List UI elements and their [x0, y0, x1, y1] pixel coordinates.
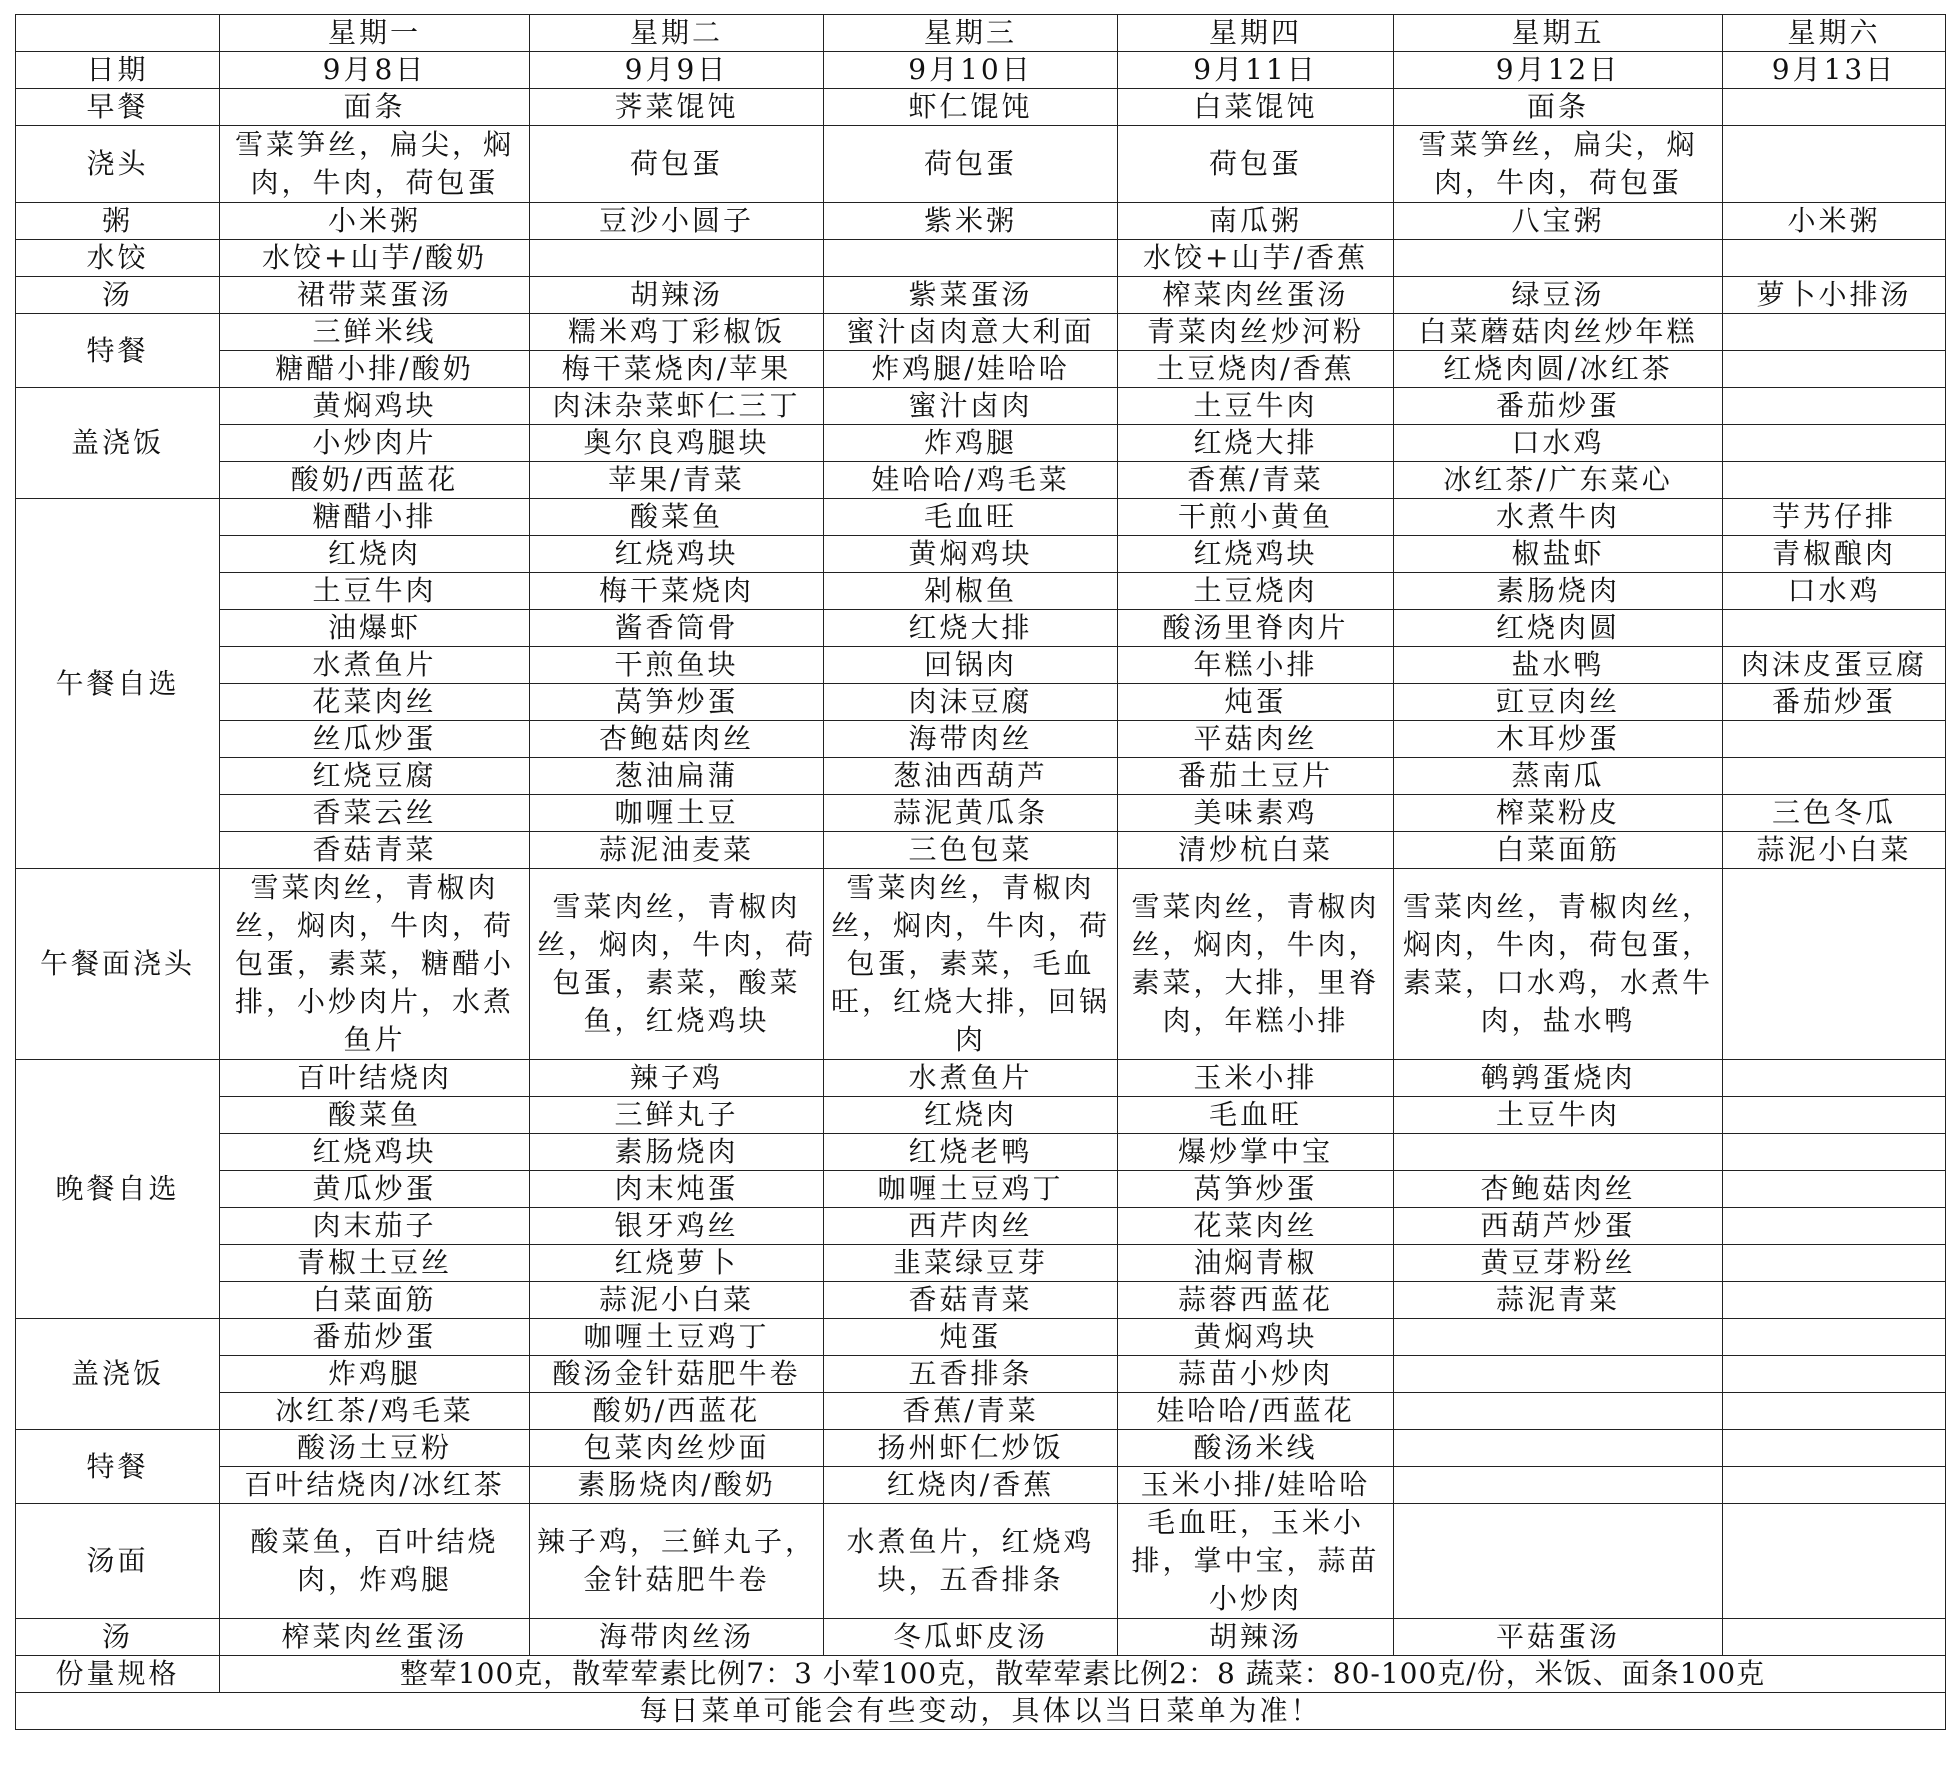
menu-cell: 百叶结烧肉/冰红茶 [220, 1467, 530, 1504]
menu-cell: 海带肉丝 [824, 721, 1118, 758]
menu-cell: 红烧豆腐 [220, 758, 530, 795]
menu-cell [1723, 610, 1946, 647]
menu-cell: 肉沫杂菜虾仁三丁 [530, 388, 824, 425]
menu-row [16, 795, 1946, 832]
menu-cell: 水饺+山芋/酸奶 [220, 240, 530, 277]
header-row [16, 15, 1946, 52]
weekly-menu-table [15, 14, 1946, 1730]
menu-cell: 酸菜鱼，百叶结烧肉，炸鸡腿 [220, 1504, 530, 1619]
menu-cell [1394, 1134, 1723, 1171]
menu-row [16, 1619, 1946, 1656]
portion-label: 份量规格 [16, 1656, 220, 1693]
menu-cell: 剁椒鱼 [824, 573, 1118, 610]
menu-cell: 番茄炒蛋 [220, 1319, 530, 1356]
menu-cell [1723, 1171, 1946, 1208]
menu-cell: 白菜馄饨 [1118, 89, 1394, 126]
menu-cell [1723, 1430, 1946, 1467]
menu-cell: 平菇蛋汤 [1394, 1619, 1723, 1656]
portion-row [16, 1656, 1946, 1693]
footer-row [16, 1693, 1946, 1730]
menu-row [16, 89, 1946, 126]
menu-cell: 木耳炒蛋 [1394, 721, 1723, 758]
menu-cell: 咖喱土豆鸡丁 [824, 1171, 1118, 1208]
menu-row [16, 1430, 1946, 1467]
menu-cell: 炖蛋 [1118, 684, 1394, 721]
menu-cell: 青椒土豆丝 [220, 1245, 530, 1282]
menu-row [16, 1208, 1946, 1245]
menu-cell: 葱油西葫芦 [824, 758, 1118, 795]
menu-row [16, 126, 1946, 203]
menu-cell: 三鲜米线 [220, 314, 530, 351]
menu-cell [530, 240, 824, 277]
menu-cell: 糖醋小排/酸奶 [220, 351, 530, 388]
menu-cell: 干煎小黄鱼 [1118, 499, 1394, 536]
menu-cell: 口水鸡 [1723, 573, 1946, 610]
menu-cell: 9月9日 [530, 52, 824, 89]
menu-cell [1394, 1504, 1723, 1619]
menu-cell [1394, 1356, 1723, 1393]
menu-cell: 水煮牛肉 [1394, 499, 1723, 536]
row-label: 日期 [16, 52, 220, 89]
menu-cell: 百叶结烧肉 [220, 1060, 530, 1097]
menu-cell: 榨菜粉皮 [1394, 795, 1723, 832]
menu-cell: 椒盐虾 [1394, 536, 1723, 573]
menu-cell: 玉米小排 [1118, 1060, 1394, 1097]
menu-cell: 咖喱土豆鸡丁 [530, 1319, 824, 1356]
row-label: 盖浇饭 [16, 1319, 220, 1430]
menu-cell: 口水鸡 [1394, 425, 1723, 462]
menu-cell: 三鲜丸子 [530, 1097, 824, 1134]
menu-cell: 辣子鸡 [530, 1060, 824, 1097]
menu-cell [1723, 869, 1946, 1060]
menu-cell: 番茄土豆片 [1118, 758, 1394, 795]
menu-cell: 香菇青菜 [220, 832, 530, 869]
menu-row [16, 351, 1946, 388]
row-label: 盖浇饭 [16, 388, 220, 499]
menu-cell: 蒜泥小白菜 [530, 1282, 824, 1319]
menu-cell: 丝瓜炒蛋 [220, 721, 530, 758]
menu-cell: 炖蛋 [824, 1319, 1118, 1356]
menu-cell: 毛血旺，玉米小排，掌中宝，蒜苗小炒肉 [1118, 1504, 1394, 1619]
menu-cell: 紫菜蛋汤 [824, 277, 1118, 314]
menu-cell: 年糕小排 [1118, 647, 1394, 684]
menu-cell: 花菜肉丝 [1118, 1208, 1394, 1245]
menu-cell: 玉米小排/娃哈哈 [1118, 1467, 1394, 1504]
menu-cell [1394, 1393, 1723, 1430]
menu-cell: 酸汤米线 [1118, 1430, 1394, 1467]
menu-cell: 雪菜笋丝，扁尖，焖肉，牛肉，荷包蛋 [1394, 126, 1723, 203]
menu-row [16, 536, 1946, 573]
menu-cell: 绿豆汤 [1394, 277, 1723, 314]
menu-cell: 土豆牛肉 [1118, 388, 1394, 425]
menu-cell: 南瓜粥 [1118, 203, 1394, 240]
menu-cell: 八宝粥 [1394, 203, 1723, 240]
menu-cell: 杏鲍菇肉丝 [530, 721, 824, 758]
menu-cell [1723, 1208, 1946, 1245]
menu-cell: 梅干菜烧肉 [530, 573, 824, 610]
menu-cell [1723, 1245, 1946, 1282]
row-label: 汤面 [16, 1504, 220, 1619]
menu-cell: 酸菜鱼 [220, 1097, 530, 1134]
menu-cell: 小米粥 [1723, 203, 1946, 240]
menu-cell: 酱香筒骨 [530, 610, 824, 647]
menu-cell [1723, 1504, 1946, 1619]
menu-cell: 豆沙小圆子 [530, 203, 824, 240]
row-label: 早餐 [16, 89, 220, 126]
menu-cell [1723, 240, 1946, 277]
row-label: 浇头 [16, 126, 220, 203]
menu-cell: 包菜肉丝炒面 [530, 1430, 824, 1467]
menu-cell: 胡辣汤 [1118, 1619, 1394, 1656]
menu-cell: 糖醋小排 [220, 499, 530, 536]
menu-cell [1723, 1319, 1946, 1356]
menu-cell: 盐水鸭 [1394, 647, 1723, 684]
menu-cell: 红烧肉 [824, 1097, 1118, 1134]
menu-cell: 面条 [1394, 89, 1723, 126]
menu-cell: 裙带菜蛋汤 [220, 277, 530, 314]
menu-row [16, 610, 1946, 647]
menu-cell: 冰红茶/鸡毛菜 [220, 1393, 530, 1430]
menu-cell [1723, 1134, 1946, 1171]
menu-cell: 冰红茶/广东菜心 [1394, 462, 1723, 499]
menu-cell: 白菜面筋 [220, 1282, 530, 1319]
menu-cell: 素肠烧肉 [530, 1134, 824, 1171]
menu-cell: 娃哈哈/西蓝花 [1118, 1393, 1394, 1430]
menu-cell: 肉末炖蛋 [530, 1171, 824, 1208]
menu-cell: 黄焖鸡块 [1118, 1319, 1394, 1356]
row-label: 特餐 [16, 1430, 220, 1504]
day-header-4: 星期四 [1118, 15, 1394, 52]
menu-cell: 海带肉丝汤 [530, 1619, 824, 1656]
menu-row [16, 314, 1946, 351]
menu-cell [1723, 721, 1946, 758]
menu-row [16, 1282, 1946, 1319]
row-label: 水饺 [16, 240, 220, 277]
menu-cell: 番茄炒蛋 [1394, 388, 1723, 425]
row-label: 汤 [16, 1619, 220, 1656]
menu-row [16, 647, 1946, 684]
menu-cell: 辣子鸡，三鲜丸子，金针菇肥牛卷 [530, 1504, 824, 1619]
menu-cell: 胡辣汤 [530, 277, 824, 314]
menu-cell: 鹌鹑蛋烧肉 [1394, 1060, 1723, 1097]
menu-cell: 梅干菜烧肉/苹果 [530, 351, 824, 388]
menu-cell: 雪菜肉丝，青椒肉丝，焖肉，牛肉，素菜，大排，里脊肉，年糕小排 [1118, 869, 1394, 1060]
menu-cell: 西芹肉丝 [824, 1208, 1118, 1245]
menu-row [16, 1097, 1946, 1134]
menu-cell: 蒜苗小炒肉 [1118, 1356, 1394, 1393]
menu-cell: 毛血旺 [1118, 1097, 1394, 1134]
menu-cell: 炸鸡腿 [824, 425, 1118, 462]
menu-row [16, 1356, 1946, 1393]
menu-cell: 芋艿仔排 [1723, 499, 1946, 536]
menu-cell: 香菜云丝 [220, 795, 530, 832]
menu-cell: 青菜肉丝炒河粉 [1118, 314, 1394, 351]
menu-row [16, 684, 1946, 721]
menu-cell: 蒸南瓜 [1394, 758, 1723, 795]
menu-cell: 9月10日 [824, 52, 1118, 89]
menu-row [16, 388, 1946, 425]
menu-row [16, 758, 1946, 795]
menu-cell: 土豆牛肉 [220, 573, 530, 610]
menu-cell [1723, 425, 1946, 462]
menu-row [16, 573, 1946, 610]
menu-cell: 炸鸡腿 [220, 1356, 530, 1393]
menu-cell: 三色冬瓜 [1723, 795, 1946, 832]
menu-cell: 豇豆肉丝 [1394, 684, 1723, 721]
day-header-3: 星期三 [824, 15, 1118, 52]
menu-row [16, 1504, 1946, 1619]
menu-cell: 油爆虾 [220, 610, 530, 647]
menu-cell: 雪菜肉丝，青椒肉丝，焖肉，牛肉，荷包蛋，素菜，酸菜鱼，红烧鸡块 [530, 869, 824, 1060]
menu-cell: 香蕉/青菜 [824, 1393, 1118, 1430]
menu-row [16, 832, 1946, 869]
row-label: 特餐 [16, 314, 220, 388]
menu-cell [1723, 126, 1946, 203]
row-label: 午餐面浇头 [16, 869, 220, 1060]
menu-cell: 雪菜笋丝，扁尖，焖肉，牛肉，荷包蛋 [220, 126, 530, 203]
menu-cell: 面条 [220, 89, 530, 126]
menu-cell [1394, 1430, 1723, 1467]
menu-cell: 黄焖鸡块 [824, 536, 1118, 573]
menu-cell: 荠菜馄饨 [530, 89, 824, 126]
menu-cell: 香蕉/青菜 [1118, 462, 1394, 499]
menu-cell: 红烧大排 [1118, 425, 1394, 462]
menu-cell: 蜜汁卤肉 [824, 388, 1118, 425]
menu-cell: 肉沫豆腐 [824, 684, 1118, 721]
menu-cell: 香菇青菜 [824, 1282, 1118, 1319]
menu-cell: 五香排条 [824, 1356, 1118, 1393]
menu-cell: 酸奶/西蓝花 [530, 1393, 824, 1430]
menu-cell: 水煮鱼片 [220, 647, 530, 684]
menu-cell: 毛血旺 [824, 499, 1118, 536]
menu-cell: 荷包蛋 [1118, 126, 1394, 203]
menu-cell: 素肠烧肉/酸奶 [530, 1467, 824, 1504]
menu-cell [1394, 1319, 1723, 1356]
menu-cell [1723, 1356, 1946, 1393]
menu-cell [1723, 1393, 1946, 1430]
corner-cell [16, 15, 220, 52]
menu-cell: 水煮鱼片，红烧鸡块，五香排条 [824, 1504, 1118, 1619]
menu-row [16, 1134, 1946, 1171]
menu-cell: 炸鸡腿/娃哈哈 [824, 351, 1118, 388]
menu-cell: 榨菜肉丝蛋汤 [1118, 277, 1394, 314]
portion-text: 整荤100克，散荤荤素比例7：3 小荤100克，散荤荤素比例2：8 蔬菜：80-100克/份，米饭、面条100克 [220, 1656, 1946, 1693]
menu-cell: 油焖青椒 [1118, 1245, 1394, 1282]
menu-cell: 美味素鸡 [1118, 795, 1394, 832]
menu-cell [1723, 388, 1946, 425]
menu-cell [1723, 1060, 1946, 1097]
menu-cell: 红烧肉圆 [1394, 610, 1723, 647]
menu-row [16, 240, 1946, 277]
menu-row [16, 1171, 1946, 1208]
menu-cell: 雪菜肉丝，青椒肉丝，焖肉，牛肉，荷包蛋，素菜，口水鸡，水煮牛肉，盐水鸭 [1394, 869, 1723, 1060]
menu-cell: 红烧大排 [824, 610, 1118, 647]
menu-cell [1723, 758, 1946, 795]
menu-cell: 苹果/青菜 [530, 462, 824, 499]
menu-cell: 番茄炒蛋 [1723, 684, 1946, 721]
menu-cell: 韭菜绿豆芽 [824, 1245, 1118, 1282]
menu-cell: 水煮鱼片 [824, 1060, 1118, 1097]
menu-cell: 荷包蛋 [530, 126, 824, 203]
menu-cell: 咖喱土豆 [530, 795, 824, 832]
menu-cell: 平菇肉丝 [1118, 721, 1394, 758]
menu-row [16, 869, 1946, 1060]
menu-cell: 雪菜肉丝，青椒肉丝，焖肉，牛肉，荷包蛋，素菜，糖醋小排，小炒肉片，水煮鱼片 [220, 869, 530, 1060]
menu-cell: 红烧鸡块 [1118, 536, 1394, 573]
menu-cell: 土豆牛肉 [1394, 1097, 1723, 1134]
menu-row [16, 1393, 1946, 1430]
menu-row [16, 203, 1946, 240]
menu-cell: 冬瓜虾皮汤 [824, 1619, 1118, 1656]
menu-cell: 蒜泥青菜 [1394, 1282, 1723, 1319]
menu-cell: 紫米粥 [824, 203, 1118, 240]
menu-cell: 红烧肉 [220, 536, 530, 573]
menu-cell: 水饺+山芋/香蕉 [1118, 240, 1394, 277]
menu-cell: 青椒酿肉 [1723, 536, 1946, 573]
menu-cell: 葱油扁蒲 [530, 758, 824, 795]
menu-cell: 奥尔良鸡腿块 [530, 425, 824, 462]
menu-cell: 酸汤里脊肉片 [1118, 610, 1394, 647]
menu-cell: 肉沫皮蛋豆腐 [1723, 647, 1946, 684]
menu-cell: 红烧鸡块 [220, 1134, 530, 1171]
menu-cell: 娃哈哈/鸡毛菜 [824, 462, 1118, 499]
menu-cell [1394, 240, 1723, 277]
menu-cell: 黄瓜炒蛋 [220, 1171, 530, 1208]
menu-cell: 西葫芦炒蛋 [1394, 1208, 1723, 1245]
menu-row [16, 1060, 1946, 1097]
menu-cell: 红烧鸡块 [530, 536, 824, 573]
menu-row [16, 462, 1946, 499]
menu-cell: 扬州虾仁炒饭 [824, 1430, 1118, 1467]
day-header-2: 星期二 [530, 15, 824, 52]
menu-cell [1723, 314, 1946, 351]
menu-cell [1723, 1467, 1946, 1504]
menu-cell: 红烧老鸭 [824, 1134, 1118, 1171]
footer-note: 每日菜单可能会有些变动，具体以当日菜单为准！ [16, 1693, 1946, 1730]
menu-cell: 9月13日 [1723, 52, 1946, 89]
menu-cell: 莴笋炒蛋 [530, 684, 824, 721]
row-label: 晚餐自选 [16, 1060, 220, 1319]
menu-cell: 三色包菜 [824, 832, 1118, 869]
menu-cell: 花菜肉丝 [220, 684, 530, 721]
day-header-1: 星期一 [220, 15, 530, 52]
menu-cell: 蒜泥黄瓜条 [824, 795, 1118, 832]
row-label: 粥 [16, 203, 220, 240]
menu-row [16, 425, 1946, 462]
menu-cell [1723, 1097, 1946, 1134]
menu-cell: 土豆烧肉 [1118, 573, 1394, 610]
menu-cell: 9月11日 [1118, 52, 1394, 89]
menu-row [16, 1467, 1946, 1504]
menu-row [16, 499, 1946, 536]
menu-cell: 肉末茄子 [220, 1208, 530, 1245]
menu-cell: 9月12日 [1394, 52, 1723, 89]
menu-cell: 干煎鱼块 [530, 647, 824, 684]
menu-cell [1723, 462, 1946, 499]
menu-cell: 回锅肉 [824, 647, 1118, 684]
menu-cell: 白菜蘑菇肉丝炒年糕 [1394, 314, 1723, 351]
menu-cell: 爆炒掌中宝 [1118, 1134, 1394, 1171]
menu-cell: 素肠烧肉 [1394, 573, 1723, 610]
menu-cell: 虾仁馄饨 [824, 89, 1118, 126]
menu-cell: 黄焖鸡块 [220, 388, 530, 425]
menu-cell: 小米粥 [220, 203, 530, 240]
menu-cell: 荷包蛋 [824, 126, 1118, 203]
menu-cell: 土豆烧肉/香蕉 [1118, 351, 1394, 388]
menu-cell: 红烧肉/香蕉 [824, 1467, 1118, 1504]
menu-row [16, 277, 1946, 314]
menu-cell: 蒜泥小白菜 [1723, 832, 1946, 869]
menu-cell: 9月8日 [220, 52, 530, 89]
menu-cell: 红烧肉圆/冰红茶 [1394, 351, 1723, 388]
row-label: 汤 [16, 277, 220, 314]
day-header-6: 星期六 [1723, 15, 1946, 52]
menu-cell: 糯米鸡丁彩椒饭 [530, 314, 824, 351]
menu-cell: 酸汤金针菇肥牛卷 [530, 1356, 824, 1393]
day-header-5: 星期五 [1394, 15, 1723, 52]
menu-cell: 黄豆芽粉丝 [1394, 1245, 1723, 1282]
menu-cell [1723, 1282, 1946, 1319]
menu-cell: 清炒杭白菜 [1118, 832, 1394, 869]
menu-cell [1394, 1467, 1723, 1504]
menu-cell: 榨菜肉丝蛋汤 [220, 1619, 530, 1656]
menu-cell: 莴笋炒蛋 [1118, 1171, 1394, 1208]
menu-cell: 蒜泥油麦菜 [530, 832, 824, 869]
menu-cell: 小炒肉片 [220, 425, 530, 462]
menu-cell: 酸菜鱼 [530, 499, 824, 536]
menu-cell [824, 240, 1118, 277]
menu-cell: 雪菜肉丝，青椒肉丝，焖肉，牛肉，荷包蛋，素菜，毛血旺，红烧大排，回锅肉 [824, 869, 1118, 1060]
row-label: 午餐自选 [16, 499, 220, 869]
menu-cell: 红烧萝卜 [530, 1245, 824, 1282]
menu-row [16, 52, 1946, 89]
menu-cell: 蜜汁卤肉意大利面 [824, 314, 1118, 351]
menu-cell: 白菜面筋 [1394, 832, 1723, 869]
menu-cell: 酸汤土豆粉 [220, 1430, 530, 1467]
menu-cell: 银牙鸡丝 [530, 1208, 824, 1245]
menu-cell: 蒜蓉西蓝花 [1118, 1282, 1394, 1319]
menu-cell [1723, 351, 1946, 388]
menu-row [16, 721, 1946, 758]
menu-cell: 萝卜小排汤 [1723, 277, 1946, 314]
menu-cell [1723, 89, 1946, 126]
menu-cell: 杏鲍菇肉丝 [1394, 1171, 1723, 1208]
menu-row [16, 1245, 1946, 1282]
menu-cell: 酸奶/西蓝花 [220, 462, 530, 499]
menu-cell [1723, 1619, 1946, 1656]
menu-row [16, 1319, 1946, 1356]
